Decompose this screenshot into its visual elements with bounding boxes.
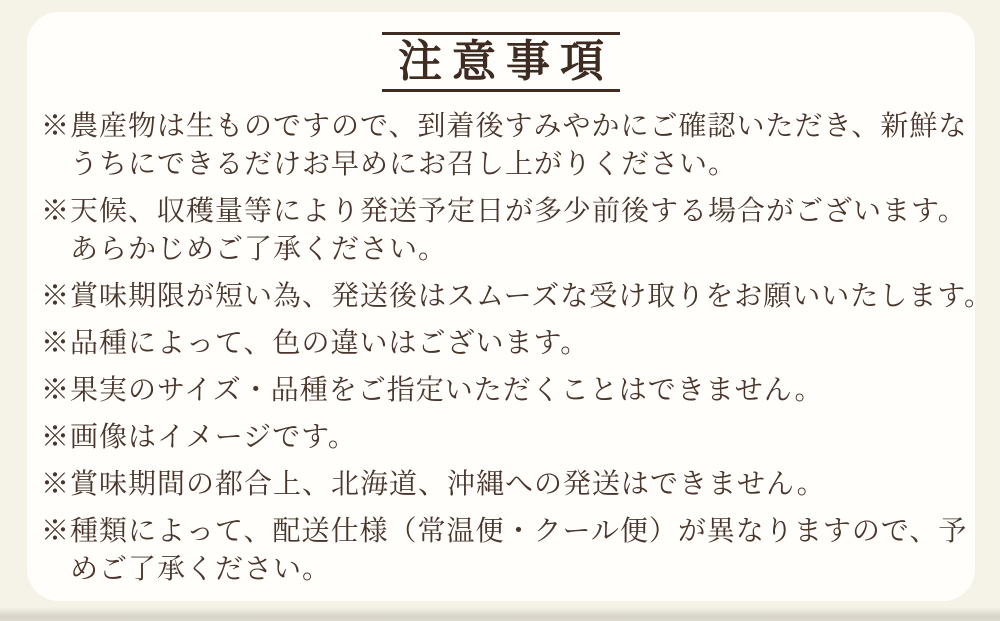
notice-line: ※天候、収穫量等により発送予定日が多少前後する場合がございます。: [41, 194, 967, 227]
notice-item: [41, 107, 968, 183]
notice-line: ※農産物は生ものですので、到着後すみやかにご確認いただき、新鮮な: [41, 109, 968, 142]
notice-line: ※賞味期限が短い為、発送後はスムーズな受け取りをお願いいたします。: [41, 279, 993, 312]
notice-item: [41, 512, 968, 588]
notice-line: めご了承ください。: [70, 552, 332, 585]
notice-card: [27, 12, 993, 601]
bottom-edge-shadow: [0, 607, 1000, 621]
notice-item: [41, 371, 961, 409]
notice-line: ※画像はイメージです。: [41, 420, 357, 453]
title-box: [382, 32, 620, 92]
notice-list: [41, 107, 993, 588]
notice-line: ※果実のサイズ・品種をご指定いただくことはできません。: [41, 373, 824, 406]
notice-item: [41, 192, 967, 268]
notice-line: ※種類によって、配送仕様（常温便・クール便）が異なりますので、予: [41, 514, 968, 547]
notice-line: うちにできるだけお早めにお召し上がりください。: [70, 147, 738, 180]
notice-line: ※賞味期間の都合上、北海道、沖縄への発送はできません。: [41, 467, 826, 500]
notice-item: [41, 277, 993, 315]
notice-item: [41, 418, 961, 456]
notice-item: [41, 324, 961, 362]
notice-item: [41, 465, 961, 503]
notice-line: ※品種によって、色の違いはございます。: [41, 326, 590, 359]
notice-line: あらかじめご了承ください。: [70, 232, 448, 265]
page-title: 注意事項: [398, 36, 614, 87]
